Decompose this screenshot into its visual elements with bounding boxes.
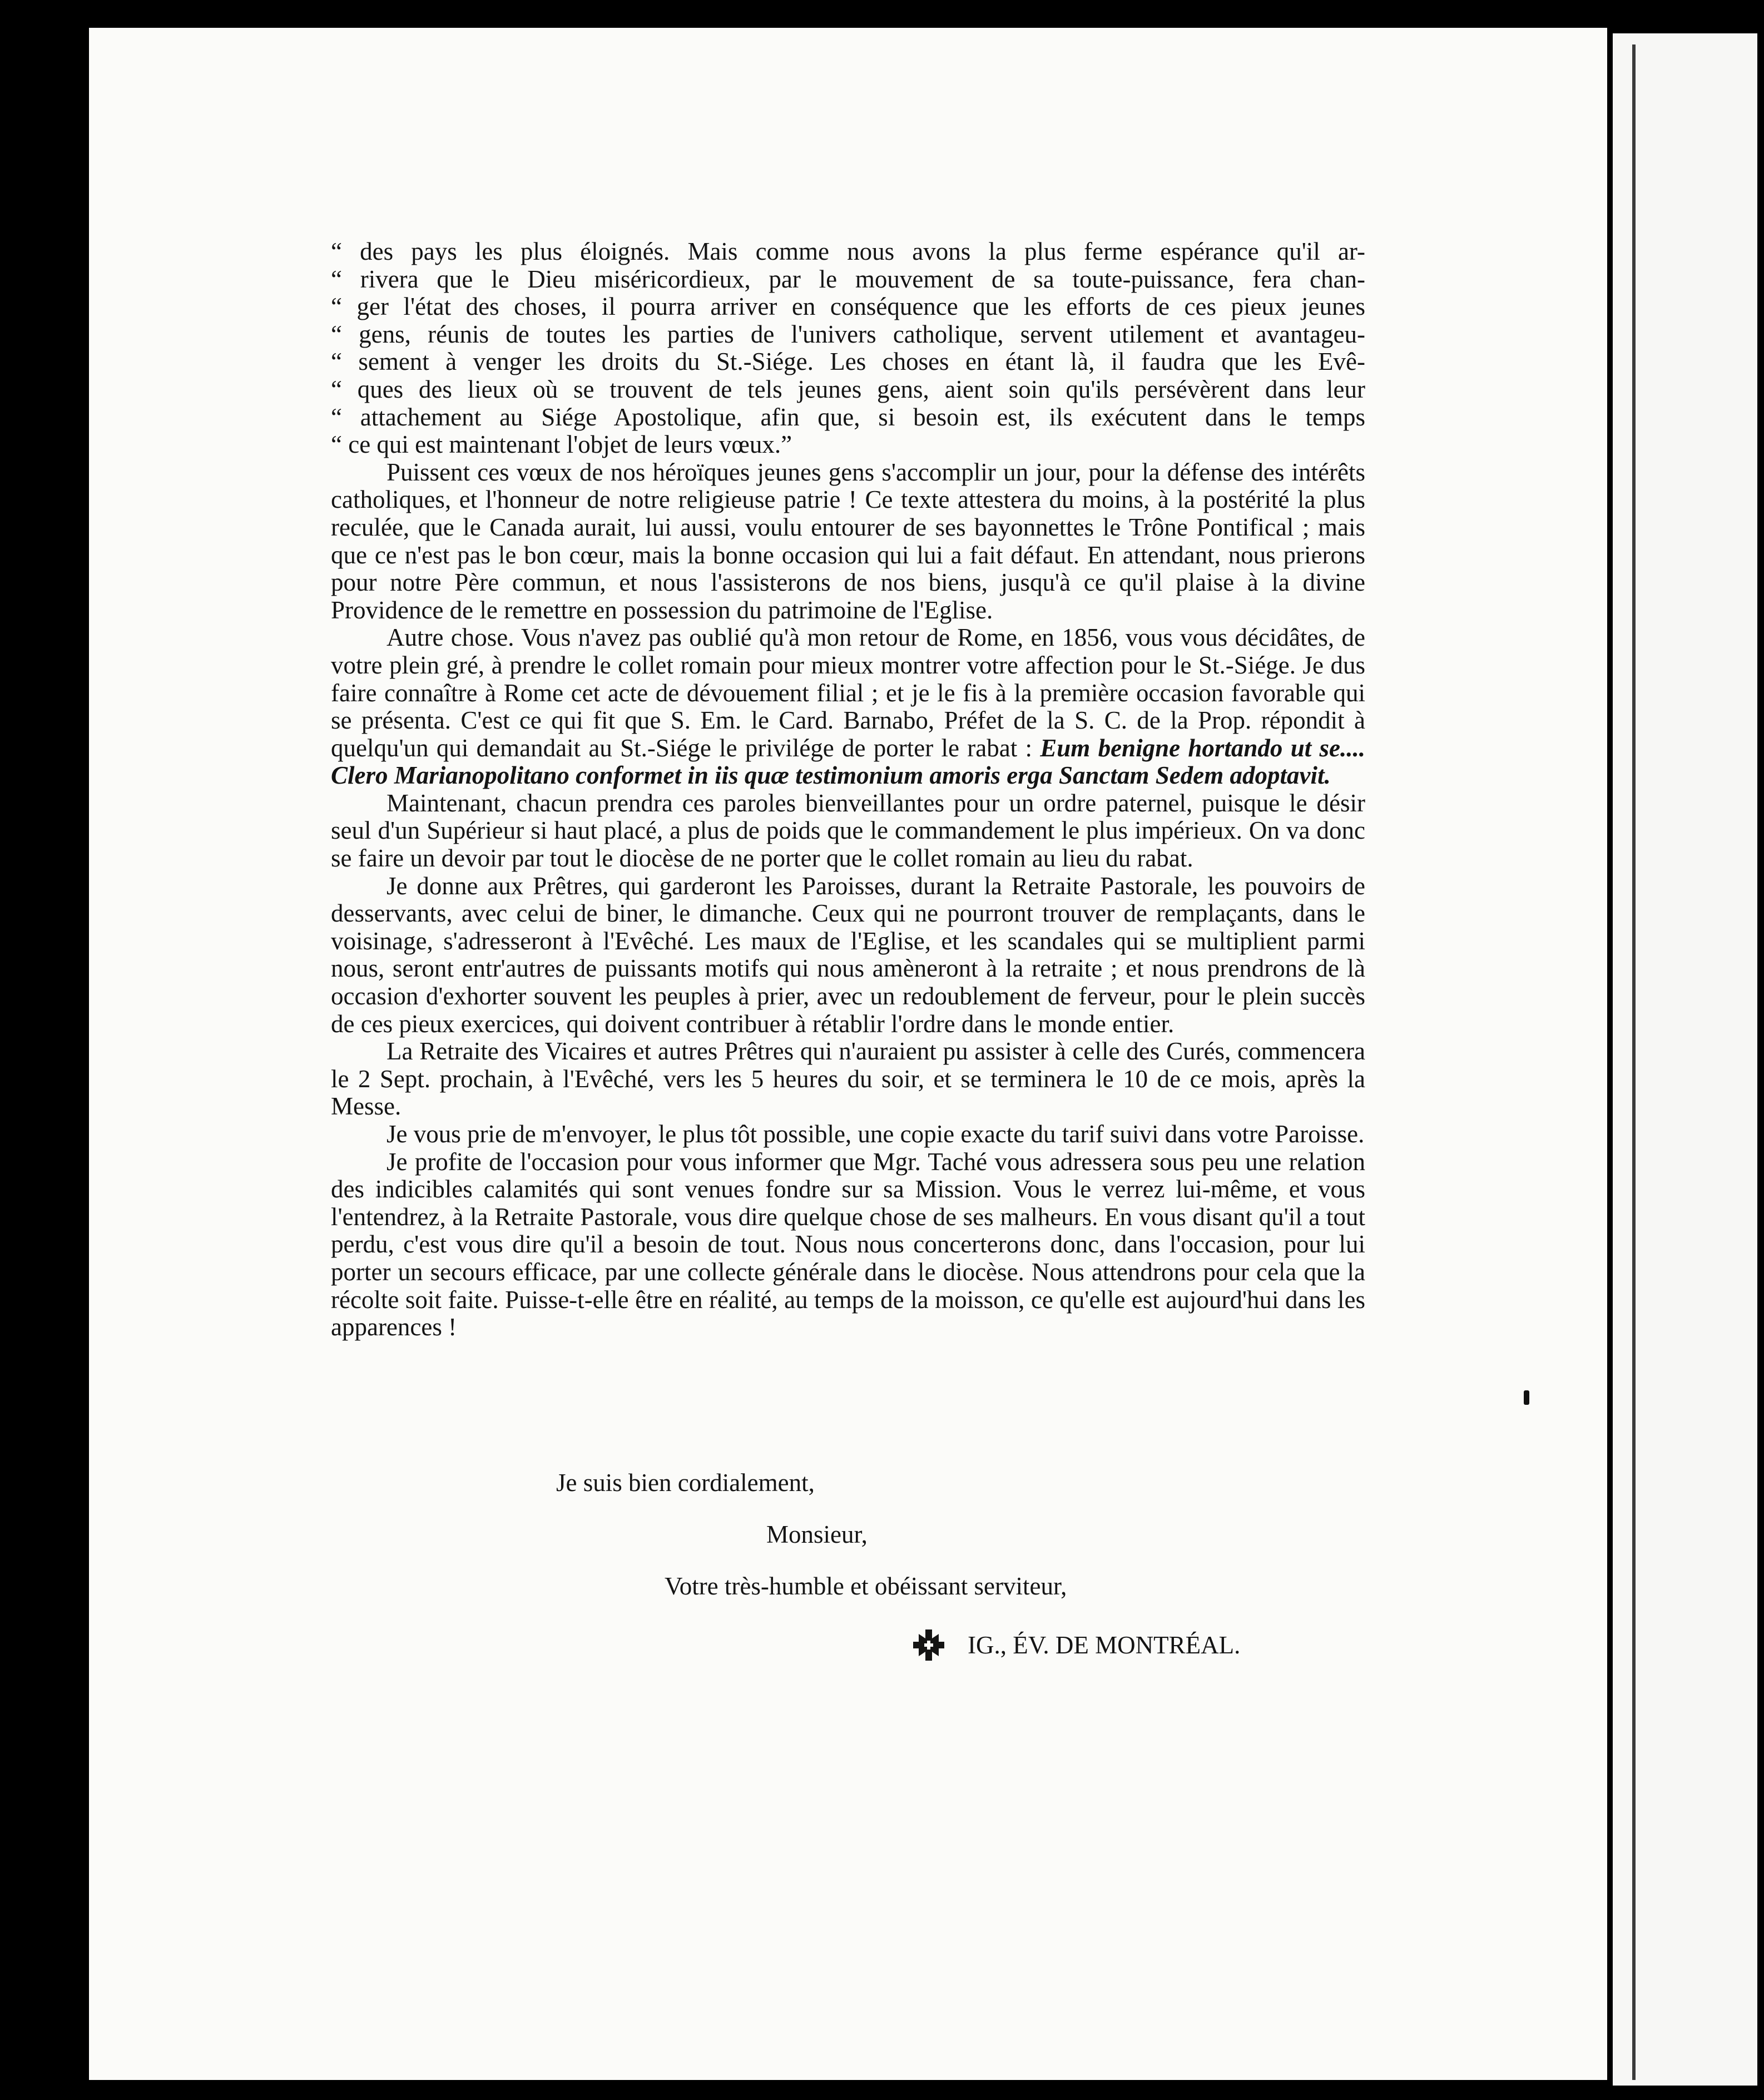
letter-body	[331, 238, 1365, 1341]
paragraph-collet-romain	[331, 624, 1365, 790]
latin-quotation: Eum benigne hortando ut se.... Clero Marianopolitano conformet in iis quæ testimonium amoris erga Sanctam Sedem adoptavit.	[331, 734, 1365, 790]
closing-salutation: Je suis bien cordialement,	[556, 1469, 815, 1497]
paragraph-retraite-pouvoirs: Je donne aux Prêtres, qui garderont les Paroisses, durant la Retraite Pastorale, les pouvoirs de desservants, avec celui de biner, le dimanche. Ceux qui ne pourront trouver de remplaçants, dans le voisinage, s'adresseront à l'Evêché. Les maux de l'Eglise, et les scandales qui se multiplient parmi nous, seront entr'autres de puissants motifs qui nous amèneront à la retraite ; et nous prendrons de là occasion d'exhorter souvent les peuples à prier, avec un redoublement de ferveur, pour le plein succès de ces pieux exercices, qui doivent contribuer à rétablir l'ordre dans le monde entier.	[331, 871, 1365, 1038]
quote-line: “ ques des lieux où se trouvent de tels jeunes gens, aient soin qu'ils persévèrent dans leur	[331, 375, 1365, 403]
quotation-block	[331, 238, 1365, 459]
paragraph-defense: Puissent ces vœux de nos héroïques jeunes gens s'accomplir un jour, pour la défense des intérêts catholiques, et l'honneur de notre religieuse patrie ! Ce texte attestera du moins, à la postérité la plus reculée, que le Canada aurait, lui aussi, voulu entourer de ses bayonnettes le Trône Pontifical ; mais que ce n'est pas le bon cœur, mais la bonne occasion qui lui a fait défaut. En attendant, nous prierons pour notre Père commun, et nous l'assisterons de nos biens, jusqu'à ce qu'il plaise à la divine Providence de le remettre en possession du patrimoine de l'Eglise.	[331, 458, 1365, 624]
quote-line: “ gens, réunis de toutes les parties de l'univers catholique, servent utilement et avantageu-	[331, 320, 1365, 348]
quote-line: “ rivera que le Dieu miséricordieux, par le mouvement de sa toute-puissance, fera chan-	[331, 265, 1365, 293]
paragraph-mgr-tache: Je profite de l'occasion pour vous informer que Mgr. Taché vous adressera sous peu une relation des indicibles calamités qui sont venues fondre sur sa Mission. Vous le verrez lui-même, et vous l'entendrez, à la Retraite Pastorale, vous dire quelque chose de ses malheurs. En vous disant qu'il a tout perdu, c'est vous dire qu'il a besoin de tout. Nous nous concerterons donc, dans l'occasion, pour lui porter un secours efficace, par une collecte générale dans le diocèse. Nous attendrons pour cela que la récolte soit faite. Puisse-t-elle être en réalité, au temps de la moisson, ce qu'elle est aujourd'hui dans les apparences !	[331, 1147, 1365, 1341]
quote-line: “ attachement au Siége Apostolique, afin que, si besoin est, ils exécutent dans le temps	[331, 403, 1365, 431]
episcopal-cross-icon	[912, 1628, 945, 1662]
paragraph-text: Autre chose. Vous n'avez pas oublié qu'à mon retour de Rome, en 1856, vous vous décidâtes, de votre plein gré, à prendre le collet romain pour mieux montrer votre affection pour le St.-Siége. Je dus faire connaître à Rome cet acte de dévouement filial ; et je le fis à la première occasion favorable qui se présenta. C'est ce qui fit que S. Em. le Card. Barnabo, Préfet de la S. C. de la Prop. répondit à quelqu'un qui demandait au St.-Siége le privilége de porter le rabat :	[331, 623, 1365, 762]
closing-signoff: Votre très-humble et obéissant serviteur,	[665, 1572, 1067, 1600]
signature-name: IG., ÉV. DE MONTRÉAL.	[968, 1631, 1241, 1659]
closing-address: Monsieur,	[766, 1520, 868, 1548]
paragraph-retraite-vicaires: La Retraite des Vicaires et autres Prêtres qui n'auraient pu assister à celle des Curés, commencera le 2 Sept. prochain, à l'Evêché, vers les 5 heures du soir, et se terminera le 10 de ce mois, après la Messe.	[331, 1037, 1365, 1121]
paragraph-tarif: Je vous prie de m'envoyer, le plus tôt possible, une copie exacte du tarif suivi dans votre Paroisse.	[387, 1120, 1365, 1148]
quote-line: “ sement à venger les droits du St.-Siége. Les choses en étant là, il faudra que les Evê-	[331, 348, 1365, 376]
quote-line: “ ce qui est maintenant l'objet de leurs vœux.”	[331, 430, 792, 459]
ink-speck	[1524, 1390, 1529, 1405]
signature-line	[912, 1628, 1240, 1662]
page-fold-shadow	[1632, 44, 1636, 2080]
quote-line: “ ger l'état des choses, il pourra arriver en conséquence que les efforts de ces pieux jeunes	[331, 293, 1365, 321]
quote-line: “ des pays les plus éloignés. Mais comme nous avons la plus ferme espérance qu'il ar-	[331, 237, 1365, 265]
paragraph-ordre-paternel: Maintenant, chacun prendra ces paroles bienveillantes pour un ordre paternel, puisque le désir seul d'un Supérieur si haut placé, a plus de poids que le commandement le plus impérieux. On va donc se faire un devoir par tout le diocèse de ne porter que le collet romain au lieu du rabat.	[331, 789, 1365, 873]
